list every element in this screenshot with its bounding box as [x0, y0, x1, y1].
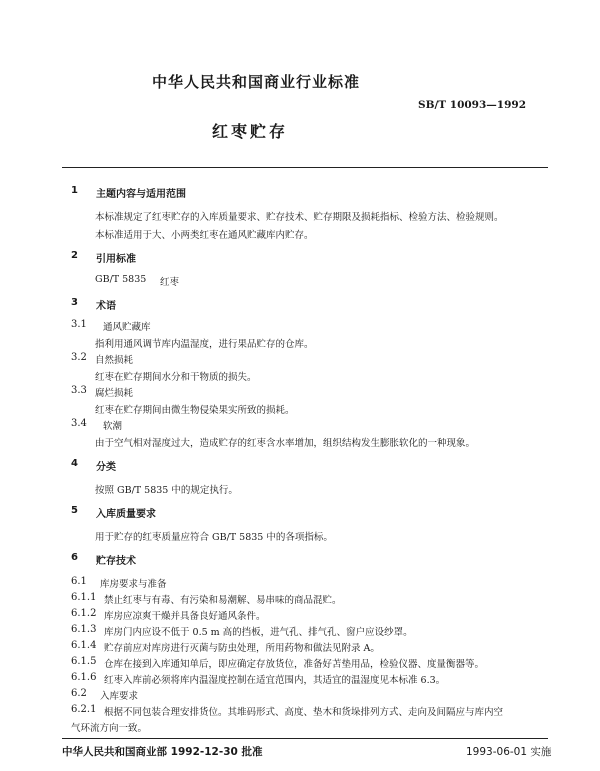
- term-3-2-number: 3.2: [71, 352, 87, 363]
- issuing-org-title: 中华人民共和国商业行业标准: [152, 73, 361, 91]
- term-3-3-number: 3.3: [71, 385, 87, 396]
- effective-date: 1993-06-01 实施: [466, 746, 552, 758]
- item-6-1-4-number: 6.1.4: [71, 640, 97, 651]
- item-6-2-1-text-line-2: 气环流方向一致。: [71, 723, 148, 734]
- term-3-2-title: 自然损耗: [95, 355, 134, 366]
- term-3-3-title: 腐烂损耗: [95, 388, 134, 399]
- term-3-4-title: 软潮: [103, 421, 123, 432]
- item-6-1-5-text: 仓库在接到入库通知单后，即应确定存放货位，准备好苫垫用品，检验仪器、度量衡器等。: [104, 659, 485, 670]
- section-3-number: 3: [71, 297, 78, 308]
- section-1-heading: 主题内容与适用范围: [96, 189, 186, 200]
- section-3-heading: 术语: [96, 301, 116, 312]
- section-4-heading: 分类: [96, 462, 116, 473]
- section-2-heading: 引用标准: [96, 254, 136, 265]
- item-6-1-3-text: 库房门内应设不低于 0.5 m 高的挡板，进气孔、排气孔、窗户应设纱罩。: [104, 627, 413, 638]
- term-3-1-title: 通风贮藏库: [103, 322, 151, 333]
- item-6-1-1-text: 禁止红枣与有毒、有污染和易潮解、易串味的商品混贮。: [104, 595, 342, 606]
- item-6-1-4-text: 贮存前应对库房进行灭菌与防虫处理，所用药物和做法见附录 A。: [104, 643, 380, 654]
- term-3-1-definition: 指利用通风调节库内温湿度，进行果品贮存的仓库。: [95, 339, 314, 350]
- section-1-paragraph-2: 本标准适用于大、小两类红枣在通风贮藏库内贮存。: [95, 230, 314, 241]
- item-6-1-2-number: 6.1.2: [71, 608, 97, 619]
- item-6-2-1-number: 6.2.1: [71, 704, 97, 715]
- item-6-1-number: 6.1: [71, 576, 87, 587]
- top-rule: [62, 167, 548, 168]
- reference-standard-code: GB/T 5835: [95, 274, 147, 285]
- term-3-4-number: 3.4: [71, 418, 87, 429]
- item-6-1-5-number: 6.1.5: [71, 656, 97, 667]
- section-1-paragraph-1: 本标准规定了红枣贮存的入库质量要求、贮存技术、贮存期限及损耗指标、检验方法、检验规则。: [95, 212, 504, 223]
- item-6-1-3-number: 6.1.3: [71, 624, 97, 635]
- item-6-1-text: 库房要求与准备: [100, 579, 167, 590]
- item-6-1-6-text: 红枣入库前必须将库内温湿度控制在适宜范围内，其适宜的温湿度见本标准 6.3。: [104, 675, 446, 686]
- document-title: 红枣贮存: [212, 122, 289, 141]
- section-6-heading: 贮存技术: [96, 556, 136, 567]
- item-6-2-1-text-line-1: 根据不同包装合理安排货位。其堆码形式、高度、垫木和货垛排列方式、走向及间隔应与库内空: [104, 707, 504, 718]
- section-2-number: 2: [71, 250, 78, 261]
- item-6-1-6-number: 6.1.6: [71, 672, 97, 683]
- section-5-heading: 入库质量要求: [96, 509, 156, 520]
- section-1-number: 1: [71, 185, 78, 196]
- reference-standard-name: 红枣: [160, 277, 180, 288]
- section-4-number: 4: [71, 458, 78, 469]
- standard-code: SB/T 10093—1992: [418, 99, 527, 111]
- term-3-3-definition: 红枣在贮存期间由微生物侵染果实所致的损耗。: [95, 405, 295, 416]
- item-6-1-2-text: 库房应凉爽干燥并具备良好通风条件。: [104, 611, 266, 622]
- item-6-2-number: 6.2: [71, 688, 87, 699]
- term-3-1-number: 3.1: [71, 319, 87, 330]
- item-6-2-text: 入库要求: [100, 691, 139, 702]
- section-4-text: 按照 GB/T 5835 中的规定执行。: [95, 485, 238, 496]
- section-5-text: 用于贮存的红枣质量应符合 GB/T 5835 中的各项指标。: [95, 532, 333, 543]
- footer-rule: [62, 738, 548, 739]
- section-6-number: 6: [71, 552, 78, 563]
- approval-statement: 中华人民共和国商业部 1992-12-30 批准: [62, 746, 263, 758]
- section-5-number: 5: [71, 505, 78, 516]
- item-6-1-1-number: 6.1.1: [71, 592, 97, 603]
- term-3-2-definition: 红枣在贮存期间水分和干物质的损失。: [95, 372, 257, 383]
- term-3-4-definition: 由于空气相对湿度过大，造成贮存的红枣含水率增加，组织结构发生膨胀软化的一种现象。: [95, 438, 476, 449]
